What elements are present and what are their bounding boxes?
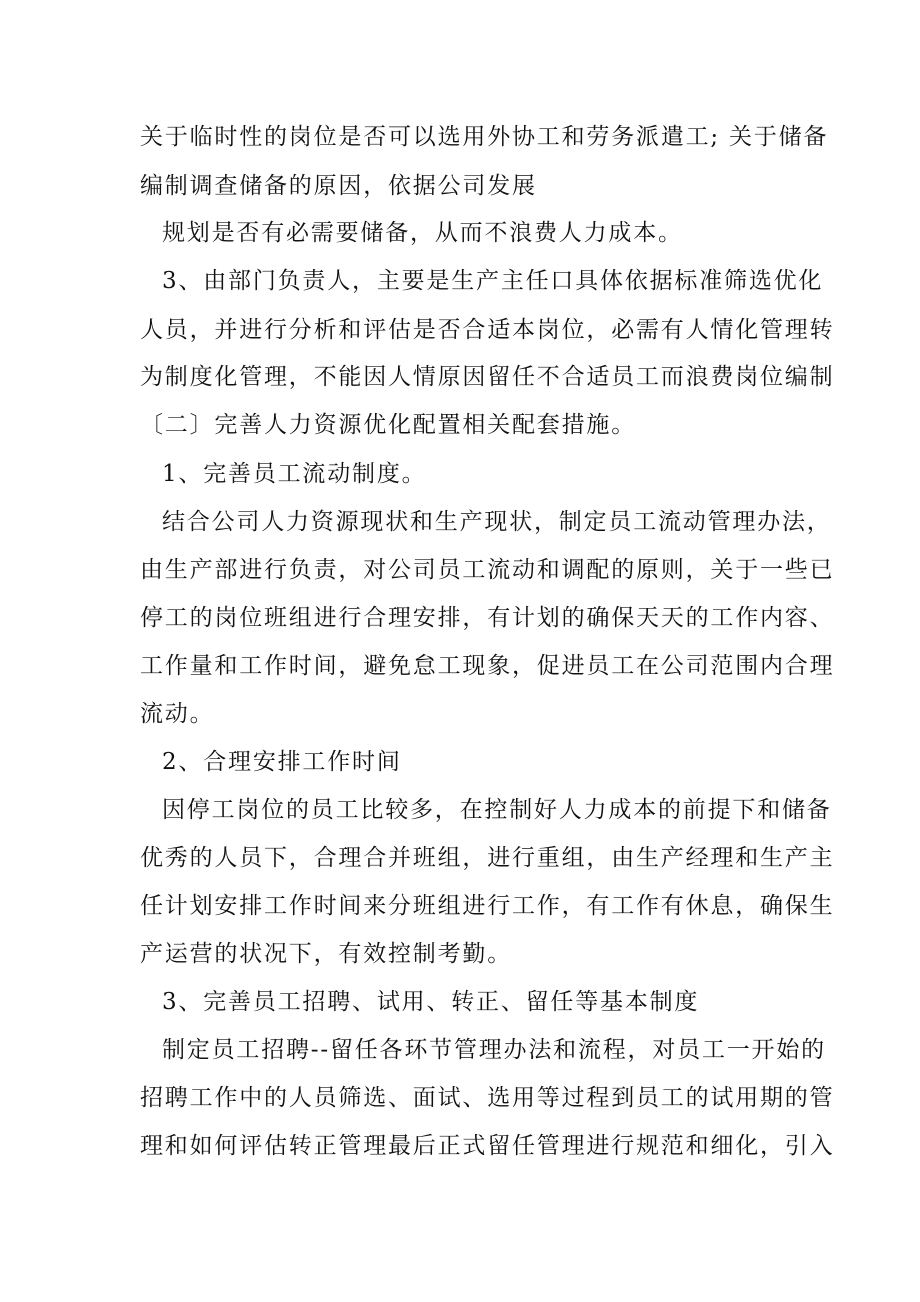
text-line-11: 停工的岗位班组进行合理安排，有计划的确保天天的工作内容、 <box>140 605 835 631</box>
text-line-15: 因停工岗位的员工比较多，在控制好人力成本的前提下和储备 <box>162 797 832 823</box>
text-line-7: 〔二〕完善人力资源优化配置相关配套措施。 <box>140 412 636 438</box>
text-line-1: 关于临时性的岗位是否可以选用外协工和劳务派遣工; 关于储备 <box>140 124 829 150</box>
text-line-22: 理和如何评估转正管理最后正式留任管理进行规范和细化，引入 <box>140 1133 835 1159</box>
text-line-6: 为制度化管理，不能因人情原因留任不合适员工而浪费岗位编制 <box>140 364 835 390</box>
text-line-2: 编制调查储备的原因，依据公司发展 <box>140 173 537 199</box>
text-line-5: 人员，并进行分析和评估是否合适本岗位，必需有人情化管理转 <box>140 317 835 343</box>
text-line-16: 优秀的人员下，合理合并班组，进行重组，由生产经理和生产主 <box>140 845 835 871</box>
text-line-21: 招聘工作中的人员筛选、面试、选用等过程到员工的试用期的管 <box>140 1085 835 1111</box>
text-line-18: 产运营的状况下，有效控制考勤。 <box>140 941 512 967</box>
text-line-20: 制定员工招聘--留任各环节管理办法和流程，对员工一开始的 <box>162 1037 826 1063</box>
text-line-9: 结合公司人力资源现状和生产现状，制定员工流动管理办法， <box>162 509 832 535</box>
text-line-12: 工作量和工作时间，避免怠工现象，促进员工在公司范围内合理 <box>140 653 835 679</box>
text-line-10: 由生产部进行负责，对公司员工流动和调配的原则，关于一些已 <box>140 557 835 583</box>
text-line-13: 流动。 <box>140 701 215 727</box>
text-line-14: 2、合理安排工作时间 <box>162 749 402 775</box>
text-line-8: 1、完善员工流动制度。 <box>162 461 427 487</box>
text-line-17: 任计划安排工作时间来分班组进行工作，有工作有休息，确保生 <box>140 893 835 919</box>
text-line-4: 3、由部门负责人，主要是生产主任口具体依据标准筛选优化 <box>162 268 824 294</box>
text-line-3: 规划是否有必需要储备，从而不浪费人力成本。 <box>162 220 683 246</box>
text-line-19: 3、完善员工招聘、试用、转正、留任等基本制度 <box>162 989 700 1015</box>
